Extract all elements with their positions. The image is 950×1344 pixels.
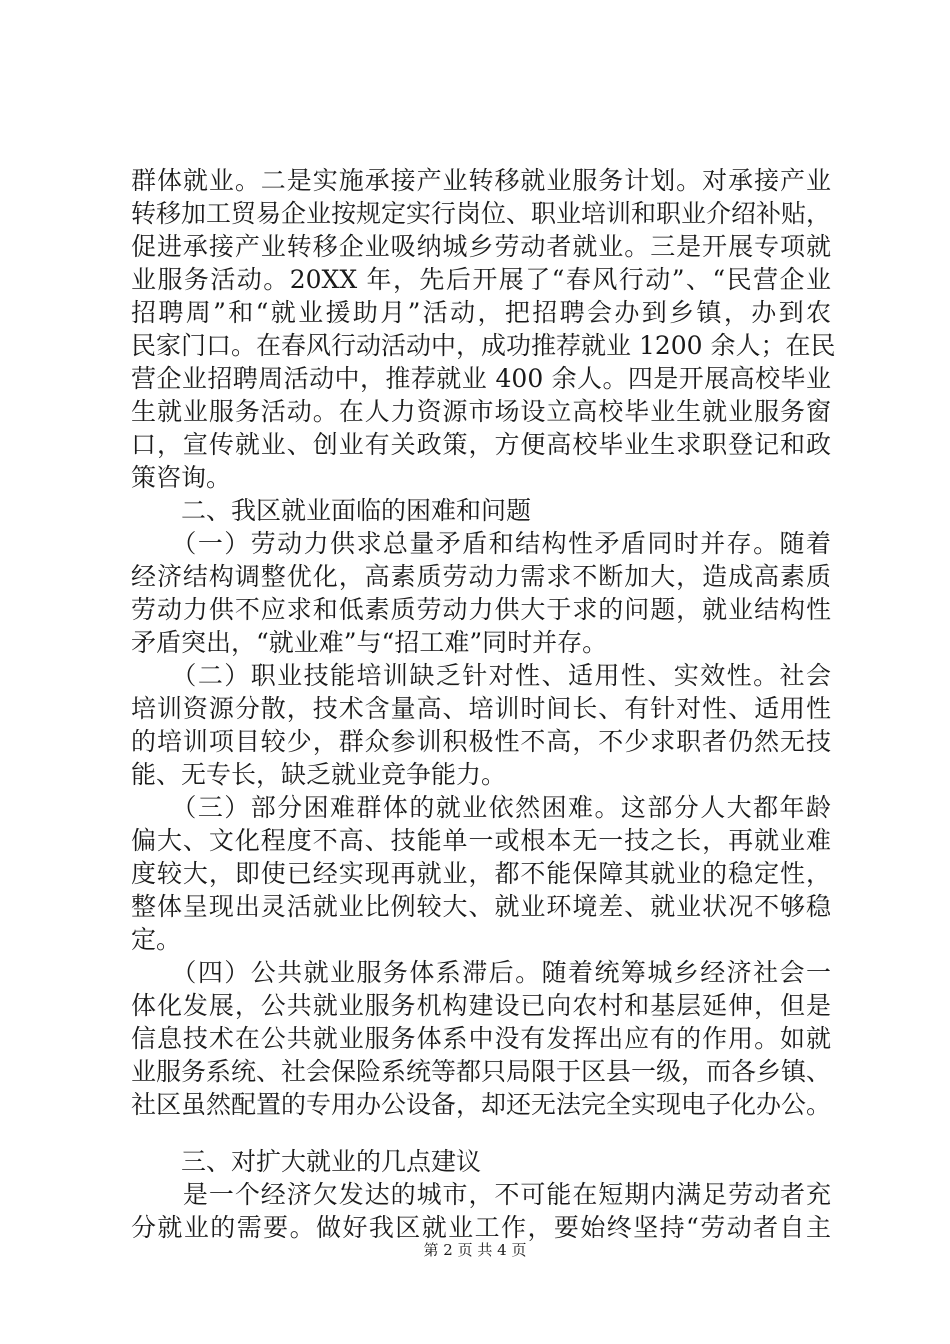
text-line: 分就业的需要。做好我区就业工作，要始终坚持“劳动者自主 bbox=[131, 1213, 831, 1242]
text-line: 策咨询。 bbox=[131, 463, 232, 492]
text-line: 社区虽然配置的专用办公设备，却还无法完全实现电子化办公。 bbox=[131, 1090, 832, 1119]
text-line: 培训资源分散，技术含量高、培训时间长、有针对性、适用性 bbox=[131, 694, 831, 723]
text-line: 矛盾突出，“就业难”与“招工难”同时并存。 bbox=[131, 628, 608, 657]
text-line: 体化发展，公共就业服务机构建设已向农村和基层延伸，但是 bbox=[131, 991, 831, 1020]
text-line: （四）公共就业服务体系滞后。随着统筹城乡经济社会一 bbox=[131, 958, 831, 987]
text-line: 劳动力供不应求和低素质劳动力供大于求的问题，就业结构性 bbox=[131, 595, 831, 624]
body-text bbox=[131, 164, 836, 1244]
text-line: 是一个经济欠发达的城市，不可能在短期内满足劳动者充 bbox=[131, 1180, 831, 1209]
text-line: 的培训项目较少，群众参训积极性不高，不少求职者仍然无技 bbox=[131, 727, 831, 756]
text-line: 能、无专长，缺乏就业竞争能力。 bbox=[131, 760, 507, 789]
text-line: （二）职业技能培训缺乏针对性、适用性、实效性。社会 bbox=[131, 661, 831, 690]
section-heading: 二、我区就业面临的困难和问题 bbox=[131, 496, 532, 525]
text-line: 民家门口。在春风行动活动中，成功推荐就业 1200 余人；在民 bbox=[131, 331, 836, 360]
text-line: 偏大、文化程度不高、技能单一或根本无一技之长，再就业难 bbox=[131, 826, 831, 855]
text-line: 整体呈现出灵活就业比例较大、就业环境差、就业状况不够稳 bbox=[131, 892, 831, 921]
text-line: 转移加工贸易企业按规定实行岗位、职业培训和职业介绍补贴， bbox=[131, 199, 832, 228]
text-line: 业服务系统、社会保险系统等都只局限于区县一级，而各乡镇、 bbox=[131, 1057, 832, 1086]
text-line: 信息技术在公共就业服务体系中没有发挥出应有的作用。如就 bbox=[131, 1024, 831, 1053]
text-line: 定。 bbox=[131, 925, 182, 954]
text-line: （一）劳动力供求总量矛盾和结构性矛盾同时并存。随着 bbox=[131, 529, 831, 558]
text-line: 业服务活动。20XX 年，先后开展了“春风行动”、“民营企业 bbox=[131, 265, 831, 294]
text-line: 营企业招聘周活动中，推荐就业 400 余人。四是开展高校毕业 bbox=[131, 364, 831, 393]
page-footer: 第 2 页 共 4 页 bbox=[423, 1241, 527, 1259]
text-line: 度较大，即使已经实现再就业，都不能保障其就业的稳定性， bbox=[131, 859, 831, 888]
text-line: 经济结构调整优化，高素质劳动力需求不断加大，造成高素质 bbox=[131, 562, 831, 591]
text-line: 促进承接产业转移企业吸纳城乡劳动者就业。三是开展专项就 bbox=[131, 232, 831, 261]
section-heading: 三、对扩大就业的几点建议 bbox=[131, 1147, 482, 1176]
text-line: 口，宣传就业、创业有关政策，方便高校毕业生求职登记和政 bbox=[131, 430, 831, 459]
paragraph-gap bbox=[131, 1121, 831, 1145]
text-line: 生就业服务活动。在人力资源市场设立高校毕业生就业服务窗 bbox=[131, 397, 831, 426]
text-line: （三）部分困难群体的就业依然困难。这部分人大都年龄 bbox=[131, 793, 831, 822]
text-line: 群体就业。二是实施承接产业转移就业服务计划。对承接产业 bbox=[131, 166, 831, 195]
text-line: 招聘周”和“就业援助月”活动，把招聘会办到乡镇，办到农 bbox=[131, 298, 831, 327]
